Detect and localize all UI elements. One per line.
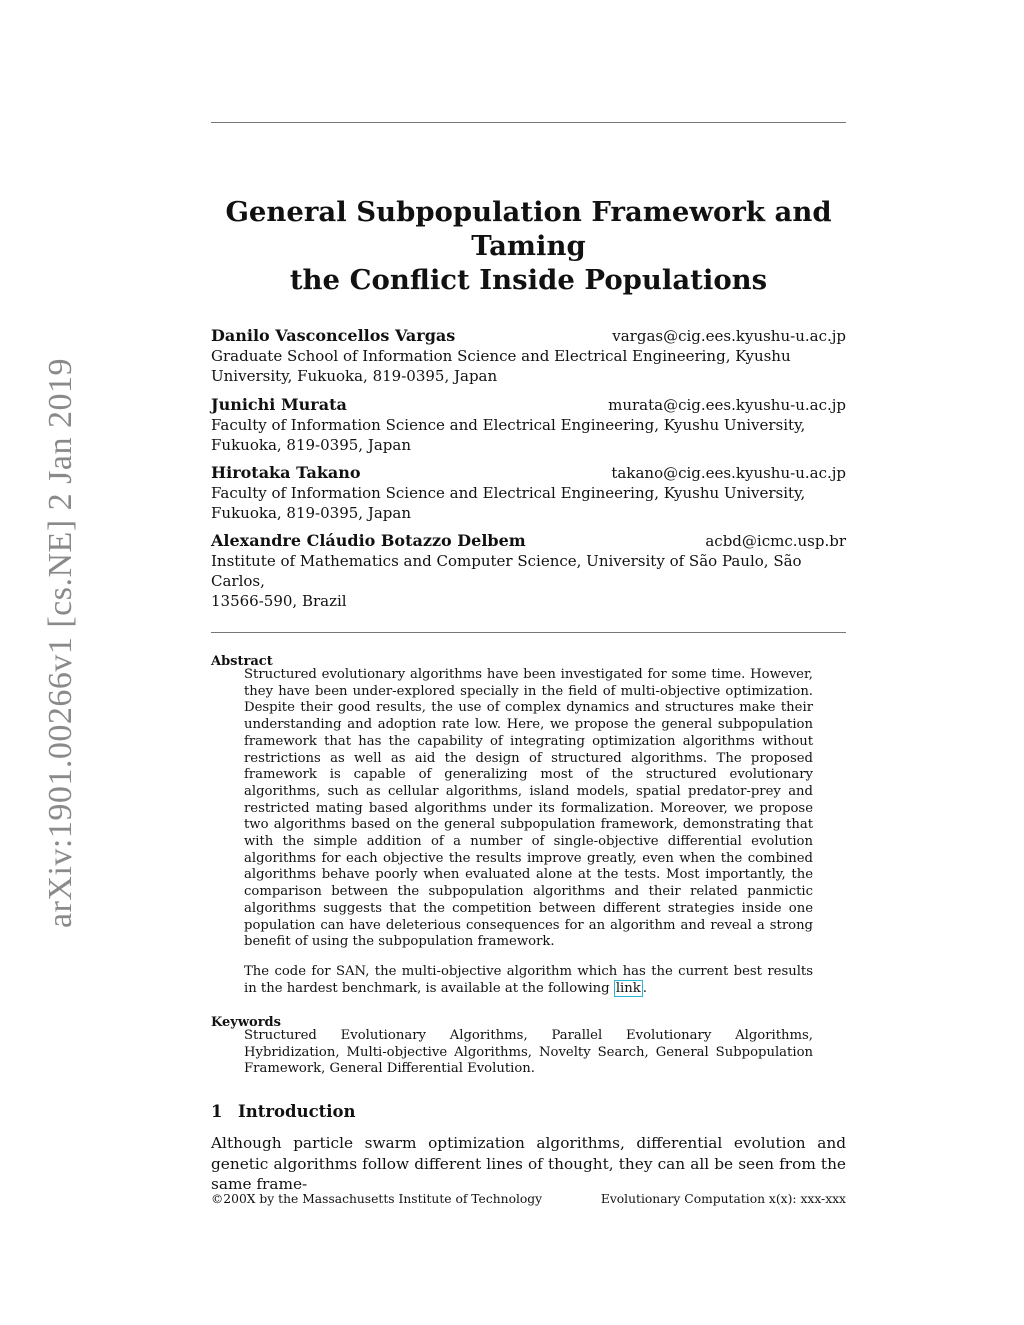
top-rule (211, 122, 846, 123)
author-affiliation-line-1: Graduate School of Information Science and Electrical Engineering, Kyushu (211, 347, 791, 365)
author-block-1 (211, 326, 846, 386)
abstract-heading: Abstract (211, 654, 273, 669)
author-name: Junichi Murata (211, 395, 347, 414)
title-line-1: General Subpopulation Framework and Taming (225, 196, 832, 262)
author-affiliation-line-1: Faculty of Information Science and Electrical Engineering, Kyushu University, (211, 484, 806, 502)
author-email: takano@cig.ees.kyushu-u.ac.jp (611, 464, 846, 482)
abstract-code-text: The code for SAN, the multi-objective algorithm which has the current best results in the hardest benchmark, is available at the following (244, 963, 813, 996)
section-heading-introduction (211, 1102, 356, 1121)
introduction-text: Although particle swarm optimization algorithms, differential evolution and genetic algorithms follow different lines of thought, they can all be seen from the same frame- (211, 1134, 846, 1193)
author-email: vargas@cig.ees.kyushu-u.ac.jp (612, 327, 846, 345)
paper-title (211, 195, 846, 297)
abstract-paragraph-2 (244, 964, 813, 997)
author-name: Danilo Vasconcellos Vargas (211, 326, 456, 345)
author-email: acbd@icmc.usp.br (705, 532, 846, 550)
author-email: murata@cig.ees.kyushu-u.ac.jp (608, 396, 846, 414)
author-affiliation-line-1: Institute of Mathematics and Computer Science, University of São Paulo, São Carlos, (211, 552, 802, 590)
title-line-2: the Conflict Inside Populations (289, 264, 768, 296)
keywords-heading: Keywords (211, 1015, 281, 1030)
author-affiliation-line-2: Fukuoka, 819-0395, Japan (211, 436, 411, 454)
keywords-body (244, 1028, 813, 1078)
author-affiliation-line-2: University, Fukuoka, 819-0395, Japan (211, 367, 498, 385)
abstract-body (244, 667, 813, 997)
author-block-2 (211, 395, 846, 455)
author-affiliation-line-2: Fukuoka, 819-0395, Japan (211, 504, 411, 522)
section-title: Introduction (238, 1102, 356, 1121)
page-footer (211, 1192, 846, 1206)
abstract-paragraph-1: Structured evolutionary algorithms have been investigated for some time. However, they have been under-explored specially in the field of multi-objective optimization. Despite their good results, the use of complex dynamics and structures make their understanding and adoption rate low. Here, we propose the general subpopulation framework that has the capability of integrating optimization algorithms without restrictions as well as aid the design of structured algorithms. The proposed framework is capable of generalizing most of the structured evolutionary algorithms, such as cellular algorithms, island models, spatial predator-prey and restricted mating based algorithms under its formalization. Moreover, we propose two algorithms based on the general subpopulation framework, demonstrating that with the simple addition of a number of single-objective differential evolution algorithms for each objective the results improve greatly, even when the combined algorithms behave poorly when evaluated alone at the tests. Most importantly, the comparison between the subpopulation algorithms and their related panmictic algorithms suggests that the competition between different strategies inside one population can have deleterious consequences for an algorithm and reveal a strong benefit of using the subpopulation framework. (244, 667, 813, 950)
author-affiliation-line-1: Faculty of Information Science and Electrical Engineering, Kyushu University, (211, 416, 806, 434)
author-block-4 (211, 531, 846, 611)
section-number: 1 (211, 1102, 223, 1121)
footer-journal: Evolutionary Computation x(x): xxx-xxx (600, 1192, 846, 1206)
author-name: Alexandre Cláudio Botazzo Delbem (211, 531, 526, 550)
abstract-rule (211, 632, 846, 633)
footer-copyright: ©200X by the Massachusetts Institute of Technology (211, 1192, 543, 1206)
keywords-text: Structured Evolutionary Algorithms, Parallel Evolutionary Algorithms, Hybridization, Multi-objective Algorithms, Novelty Search, General Subpopulation Framework, General Differential Evolution. (244, 1028, 813, 1077)
arxiv-identifier: arXiv:1901.00266v1 [cs.NE] 2 Jan 2019 (42, 358, 79, 928)
author-block-3 (211, 463, 846, 523)
author-name: Hirotaka Takano (211, 463, 361, 482)
author-affiliation-line-2: 13566-590, Brazil (211, 592, 347, 610)
code-link[interactable]: link (615, 980, 641, 996)
abstract-period: . (642, 980, 647, 996)
